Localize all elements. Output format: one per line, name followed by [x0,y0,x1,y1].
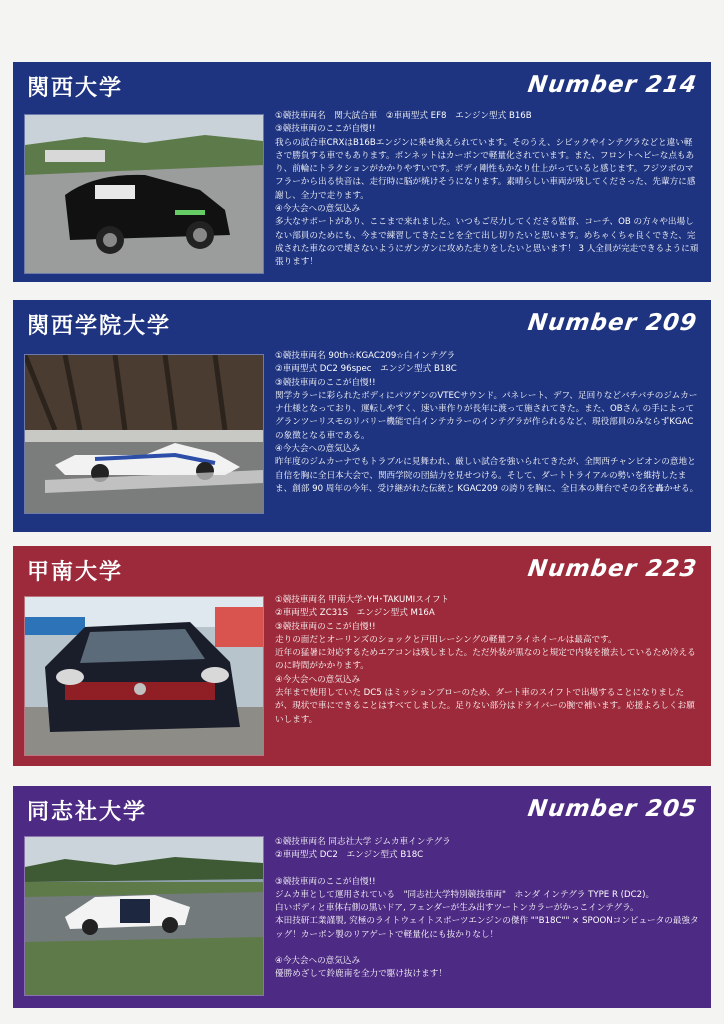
car-number: Number 205 [526,796,699,822]
paragraph: 走りの面だとオーリンズのショックと戸田レーシングの軽量フライホイールは最高です。 [275,634,617,645]
spec-line: ①競技車両名 甲南大学･YH･TAKUMIスイフト [275,595,450,605]
team-card-kansai [13,62,711,282]
paragraph: 昨年度のジムカーナでもトラブルに見舞われ、厳しい試合を強いられてきたが、全関西チャンピオンの意地と自信を胸に全日本大会で、関西学院の団結力を見せつける。そして、ダートトライアルの勢いを維持したまま、創部 90 周年の今年、受け継がれた伝統と KGAC209 の誇りを胸に、全日本の舞台でその名を轟かせる。 [275,457,699,494]
university-name: 関西学院大学 [27,314,172,339]
section-heading: ③競技車両のここが自慢!! [275,377,376,388]
team-description [275,594,699,727]
section-heading: ④今大会への意気込み [275,956,361,967]
team-card-doshisha [13,786,711,1008]
section-heading: ③競技車両のここが自慢!! [275,124,376,135]
spec-line: ①競技車両名 関大試合車 ②車両型式 EF8 エンジン型式 B16B [275,111,532,121]
team-description [275,836,699,982]
car-photo [24,836,264,996]
blank-line [275,863,699,876]
section-heading: ③競技車両のここが自慢!! [275,621,376,632]
paragraph: 近年の猛暑に対応するためエアコンは残しました。ただ外装が黒なのと規定で内装を撤去しているため冷えるのに時間がかかります。 [275,648,696,672]
car-number: Number 214 [526,72,699,98]
paragraph: 多大なサポートがあり、ここまで来れました。いつもご尽力してくださる監督、コーチ、OB の方々や出場しない部員のためにも、今まで練習してきたことを全て出し切りたいと思います。めちゃくちゃ良くできた、完成された車なので壊さないようにガンガンに攻めた走りをしたいと思います！ 3 人全員が完走できるように頑張ります！ [275,217,699,268]
section-heading: ③競技車両のここが自慢!! [275,876,376,887]
spec-line: ②車両型式 DC2 エンジン型式 B18C [275,850,424,861]
section-heading: ④今大会への意気込み [275,444,361,455]
paragraph: 白いボディと車体右側の黒いドア, フェンダーが生み出すツートンカラーがかっこインテグラ。 [275,903,639,914]
university-name: 関西大学 [27,76,124,101]
car-photo [24,596,264,756]
car-photo [24,354,264,514]
spec-line: ①競技車両名 90th☆KGAC209☆白インテグラ [275,351,456,361]
university-name: 同志社大学 [27,800,148,825]
paragraph: 我らの試合車CRXはB16Bエンジンに乗せ換えられています。そのうえ、シビックやインテグラなどと違い軽さで勝負する車でもあります。ボンネットはカーボンで軽量化されています。また、フロントヘビーな点もあり、前輪にトラクションがかかりやすいです。ボディ剛性もかなり仕上がっていると感じます。フジツボのマフラーから出る快音は、走行時に脳が焼けそうになります。素晴らしい車両が残してくださった、先輩方に感謝し、全力で走ります。 [275,137,696,201]
spec-line: ①競技車両名 同志社大学 ジムカ車インテグラ [275,837,451,847]
blank-line [275,942,699,955]
spec-line: ②車両型式 ZC31S エンジン型式 M16A [275,608,435,619]
paragraph: 本田技研工業謹製, 究極のライトウェイトスポーツエンジンの傑作 ""B18C"" × SPOONコンピュータの最強タッグ！カーボン製のリアゲートで軽量化にも抜かりなし！ [275,916,699,940]
university-name: 甲南大学 [27,560,124,585]
paragraph: 去年まで使用していた DC5 はミッションブローのため、ダート車のスイフトで出場することになりましたが、現状で車にできることはすべてしました。足りない部分はドライバーの腕で補います。応援よろしくお願いします。 [275,688,695,725]
team-description [275,350,699,496]
paragraph: 優勝めざして鈴鹿南を全力で駆け抜けます！ [275,969,447,980]
car-number: Number 209 [526,310,699,336]
car-number: Number 223 [526,556,699,582]
team-card-konan [13,546,711,766]
car-photo [24,114,264,274]
team-card-kwansei [13,300,711,532]
spec-line: ②車両型式 DC2 96spec エンジン型式 B18C [275,364,457,375]
section-heading: ④今大会への意気込み [275,204,361,215]
paragraph: ジムカ車として運用されている "同志社大学特別競技車両" ホンダ インテグラ TYPE R (DC2)。 [275,889,655,900]
team-description [275,110,699,270]
paragraph: 関学カラーに彩られたボディにパツゲンのVTECサウンド。パネレート、デフ、足回りなどバチバチのジムカーナ仕様となっており、運転しやすく、速い車作りが長年に渡って施されてきた。また、OBさん の手によってグランツーリスモのリバリー機能で白インテカラーのインテグラが作られるなど、現役部員のみならずKGACの象徴となる車である。 [275,390,698,441]
section-heading: ④今大会への意気込み [275,674,361,685]
